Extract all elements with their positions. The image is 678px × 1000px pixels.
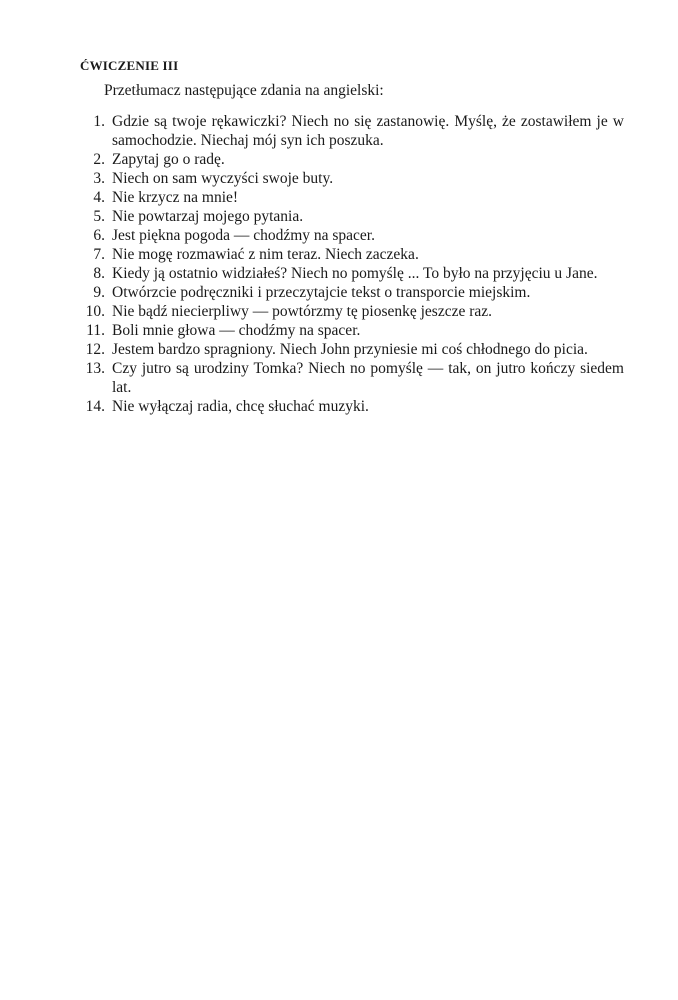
exercise-item	[76, 150, 624, 169]
exercise-item-text: Otwórzcie podręczniki i przeczytajcie tekst o transporcie miejskim.	[112, 284, 531, 301]
exercise-item-text: Nie powtarzaj mojego pytania.	[112, 208, 304, 225]
exercise-item-text: Czy jutro są urodziny Tomka? Niech no pomyślę — tak, on jutro kończy siedem lat.	[112, 360, 624, 396]
exercise-item-text: Boli mnie głowa — chodźmy na spacer.	[112, 322, 361, 339]
exercise-instruction: Przetłumacz następujące zdania na angielski:	[104, 82, 384, 99]
exercise-item-text: Nie bądź niecierpliwy — powtórzmy tę piosenkę jeszcze raz.	[112, 303, 493, 320]
exercise-item	[76, 283, 624, 302]
exercise-item	[76, 169, 624, 188]
exercise-item-text: Nie wyłączaj radia, chcę słuchać muzyki.	[112, 398, 369, 415]
exercise-item	[76, 321, 624, 340]
exercise-item-text: Zapytaj go o radę.	[112, 151, 225, 168]
exercise-item	[76, 207, 624, 226]
exercise-item	[76, 245, 624, 264]
exercise-item-number: 14.	[85, 398, 105, 415]
exercise-item-number: 9.	[93, 284, 105, 301]
exercise-list	[76, 112, 624, 416]
exercise-item-number: 6.	[93, 227, 105, 244]
exercise-item-number: 4.	[93, 189, 105, 206]
exercise-item-number: 11.	[86, 322, 105, 339]
exercise-item-number: 13.	[85, 360, 105, 377]
exercise-item-text: Jestem bardzo spragniony. Niech John przyniesie mi coś chłodnego do picia.	[112, 341, 588, 358]
exercise-item	[76, 188, 624, 207]
exercise-item-text: Gdzie są twoje rękawiczki? Niech no się zastanowię. Myślę, że zostawiłem je w samochodzie. Niechaj mój syn ich poszuka.	[112, 113, 624, 149]
exercise-item-number: 3.	[93, 170, 105, 187]
exercise-item-number: 7.	[93, 246, 105, 263]
exercise-item-number: 8.	[93, 265, 105, 282]
exercise-item-number: 1.	[93, 113, 105, 130]
exercise-item-number: 10.	[85, 303, 105, 320]
exercise-item	[76, 264, 624, 283]
exercise-heading: ĆWICZENIE III	[80, 58, 179, 73]
exercise-item-text: Niech on sam wyczyści swoje buty.	[112, 170, 334, 187]
exercise-item-text: Jest piękna pogoda — chodźmy na spacer.	[112, 227, 375, 244]
exercise-item-text: Kiedy ją ostatnio widziałeś? Niech no pomyślę ... To było na przyjęciu u Jane.	[112, 265, 598, 282]
exercise-item	[76, 359, 624, 397]
exercise-item-number: 2.	[93, 151, 105, 168]
exercise-item-number: 12.	[85, 341, 105, 358]
exercise-item-number: 5.	[93, 208, 105, 225]
exercise-item	[76, 340, 624, 359]
exercise-item	[76, 226, 624, 245]
exercise-item-text: Nie mogę rozmawiać z nim teraz. Niech zaczeka.	[112, 246, 419, 263]
exercise-item-text: Nie krzycz na mnie!	[112, 189, 239, 206]
exercise-item	[76, 302, 624, 321]
exercise-item	[76, 397, 624, 416]
exercise-item	[76, 112, 624, 150]
